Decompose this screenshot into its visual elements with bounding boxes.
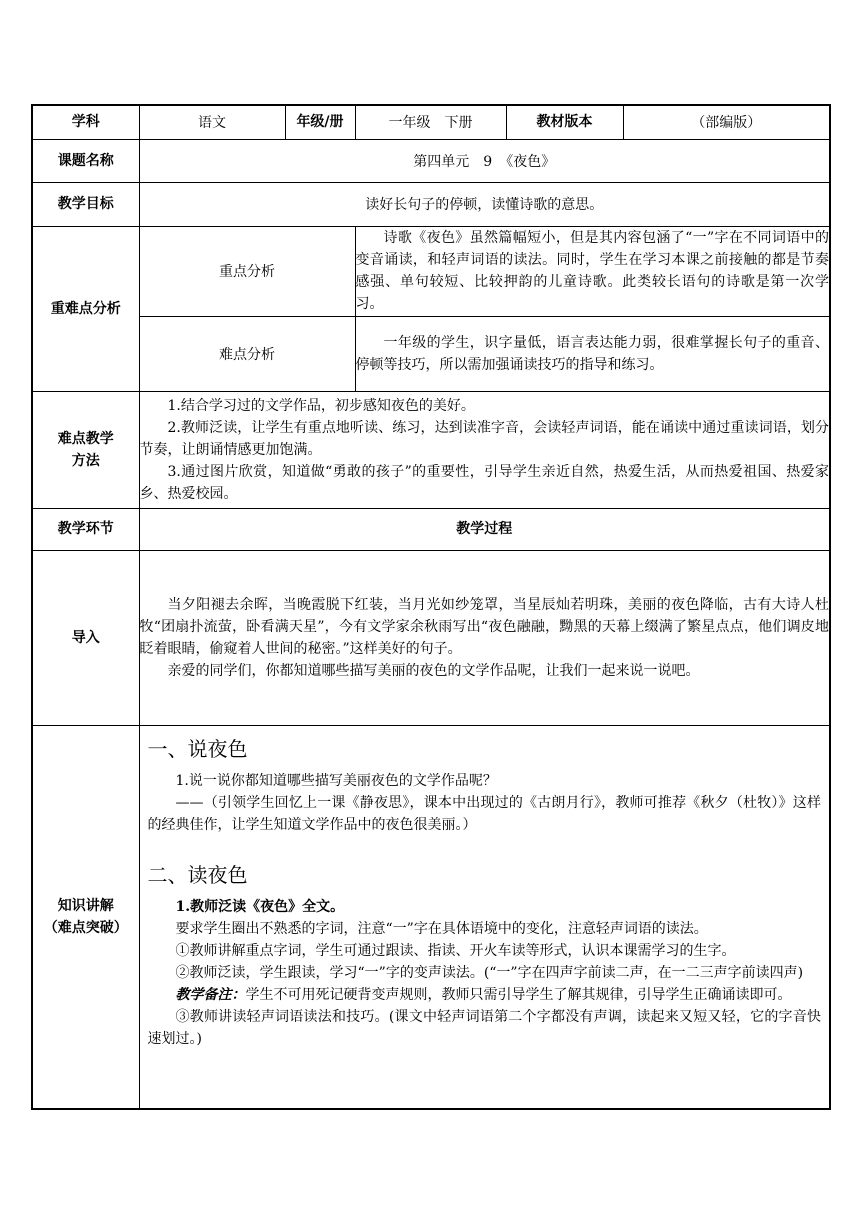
method-row (32, 391, 830, 508)
intro-cell (139, 550, 830, 725)
analysis-label: 重难点分析 (32, 226, 139, 391)
section-2-title: 二、读夜色 (147, 862, 248, 887)
intro-paragraph-1: 当夕阳褪去余晖，当晚霞脱下红装，当月光如纱笼罩，当星辰灿若明珠，美丽的夜色降临，古有大诗人杜牧“团扇扑流萤，卧看满天星”，今有文学家余秋雨写出“夜色融融，黝黑的天幕上缀满了繁星点点，他们调皮地眨着眼睛，偷窥着人世间的秘密。”这样美好的句子。 (139, 596, 829, 657)
teaching-note (148, 984, 822, 1006)
header-row (32, 105, 830, 139)
topic-row (32, 139, 830, 182)
knowledge-cell (139, 725, 830, 1109)
teaching-note-text: 学生不可用死记硬背变声规则，教师只需引导学生了解其规律，引导学生正确诵读即可。 (245, 986, 792, 1003)
grade-value: 一年级 下册 (355, 105, 506, 139)
method-label-line2: 方法 (71, 452, 100, 469)
intro-row (32, 550, 830, 725)
difficult-analysis-cell (355, 316, 830, 391)
key-analysis-text: 诗歌《夜色》虽然篇幅短小，但是其内容包涵了“一”字在不同词语中的变音诵读，和轻声词语的读法。同时，学生在学习本课之前接触的都是节奏感强、单句较短、比较押韵的儿童诗歌。此类较长语句的诗歌是第一次学习。 (355, 230, 829, 312)
knowledge-row (32, 725, 830, 1109)
method-label (32, 391, 139, 508)
key-analysis-row (32, 226, 830, 316)
section-2-paragraph-2: 要求学生圈出不熟悉的字词，注意“一”字在具体语境中的变化，注意轻声词语的读法。 (175, 920, 708, 937)
intro-paragraph-2: 亲爱的同学们，你都知道哪些描写美丽的夜色的文学作品呢，让我们一起来说一说吧。 (167, 662, 700, 679)
method-cell (139, 391, 830, 508)
edition-value: （部编版） (623, 105, 830, 139)
grade-label: 年级/册 (285, 105, 355, 139)
method-label-line1: 难点教学 (57, 430, 114, 447)
section-2-paragraph-5: ③教师讲读轻声词语读法和技巧。(课文中轻声词语第二个字都没有声调，读起来又短又轻，它的字音快速划过。) (147, 1008, 821, 1047)
subject-value: 语文 (139, 105, 285, 139)
process-header-row (32, 508, 830, 550)
section-2-paragraph-4: ②教师泛读，学生跟读，学习“一”字的变声读法。(“一”字在四声字前读二声，在一二三声字前读四声) (175, 964, 804, 981)
difficult-analysis-label: 难点分析 (139, 316, 355, 391)
key-analysis-label: 重点分析 (139, 226, 355, 316)
goal-label: 教学目标 (32, 182, 139, 226)
topic-label: 课题名称 (32, 139, 139, 182)
method-item-2: 2.教师泛读，让学生有重点地听读、练习，达到读准字音，会读轻声词语，能在诵读中通过重读词语，划分节奏，让朗诵情感更加饱满。 (139, 419, 829, 458)
section-2-paragraph-3: ①教师讲解重点字词，学生可通过跟读、指读、开火车读等形式，认识本课需学习的生字。 (175, 942, 736, 959)
goal-value: 读好长句子的停顿，读懂诗歌的意思。 (139, 182, 830, 226)
lesson-plan-table (31, 104, 831, 1110)
intro-label: 导入 (32, 550, 139, 725)
subject-label: 学科 (32, 105, 139, 139)
teaching-note-label: 教学备注： (175, 986, 246, 1003)
goal-row (32, 182, 830, 226)
difficult-analysis-text: 一年级的学生，识字量低，语言表达能力弱，很难掌握长句子的重音、停顿等技巧，所以需加强诵读技巧的指导和练习。 (355, 334, 829, 373)
section-1-paragraph-1: 1.说一说你都知道哪些描写美丽夜色的文学作品呢？ (175, 772, 497, 789)
knowledge-label-line2: （难点突破） (43, 919, 128, 936)
method-item-1: 1.结合学习过的文学作品，初步感知夜色的美好。 (167, 397, 475, 414)
section-1-title: 一、说夜色 (147, 736, 248, 761)
edition-label: 教材版本 (506, 105, 623, 139)
section-1-paragraph-2: ——（引领学生回忆上一课《静夜思》，课本中出现过的《古朗月行》，教师可推荐《秋夕（杜牧）》这样的经典佳作，让学生知道文学作品中的夜色很美丽。） (147, 794, 821, 833)
knowledge-label-line1: 知识讲解 (57, 897, 114, 914)
method-item-3: 3.通过图片欣赏，知道做“勇敢的孩子”的重要性，引导学生亲近自然，热爱生活，从而热爱祖国、热爱家乡、热爱校园。 (139, 463, 829, 502)
difficult-analysis-row (32, 316, 830, 391)
section-2-paragraph-1: 1.教师泛读《夜色》全文。 (175, 898, 345, 915)
key-analysis-cell (355, 226, 830, 316)
stage-header: 教学环节 (32, 508, 139, 550)
topic-value: 第四单元 9 《夜色》 (139, 139, 830, 182)
process-header: 教学过程 (139, 508, 830, 550)
knowledge-label (32, 725, 139, 1109)
